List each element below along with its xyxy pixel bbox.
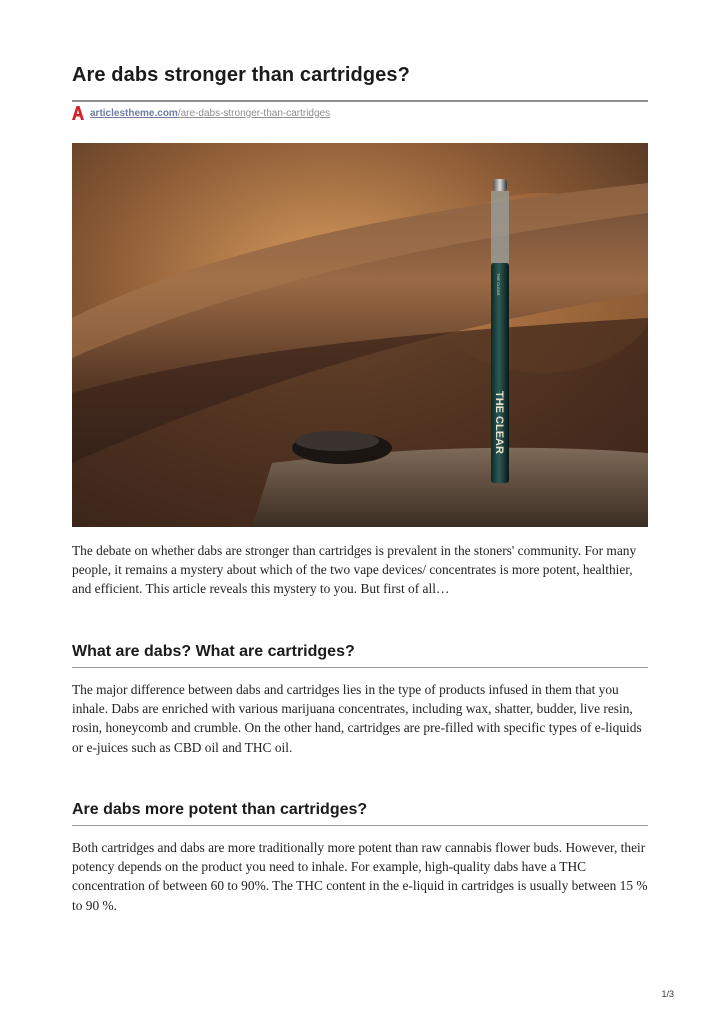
article-title: Are dabs stronger than cartridges?: [72, 64, 410, 86]
pen-small-label: THE CLEAR: [496, 273, 501, 296]
source-domain-link[interactable]: articlestheme.com: [90, 107, 178, 119]
pen-brand-label: THE CLEAR: [493, 391, 505, 454]
section-heading: Are dabs more potent than cartridges?: [72, 801, 368, 818]
section-heading: What are dabs? What are cartridges?: [72, 643, 355, 660]
source-path-link[interactable]: /are-dabs-stronger-than-cartridges: [177, 107, 331, 119]
red-a-logo-icon: [72, 106, 84, 120]
section-paragraph: The major difference between dabs and cartridges lies in the type of products infused in them that you inhale. Dabs are enriched with various marijuana concentrates, including wax, shatter, budder, live resin, rosin, honeycomb and crumble. On the other hand, cartridges are pre-filled with specific types of e-liquids or e-juices such as CBD oil and THC oil.: [72, 682, 642, 755]
section-paragraph: Both cartridges and dabs are more traditionally more potent than raw cannabis flower buds. However, their potency depends on the product you need to inhale. For example, high-quality dabs have a THC concentration of between 60 to 90%. The THC content in the e-liquid in cartridges is usually between 15 % to 90 %.: [72, 840, 648, 913]
source-line[interactable]: [72, 106, 330, 120]
section-divider: [72, 825, 648, 826]
article-photo: [72, 143, 648, 527]
section-divider: [72, 667, 648, 668]
vape-pen-on-rusty-rail-image: [72, 143, 648, 527]
intro-paragraph: The debate on whether dabs are stronger than cartridges is prevalent in the stoners' community. For many people, it remains a mystery about which of the two vape devices/ concentrates is more potent, healthier, and efficient. This article reveals this mystery to you. But first of all…: [72, 543, 637, 597]
title-divider: [72, 100, 648, 102]
page-number: 1/3: [661, 989, 674, 999]
